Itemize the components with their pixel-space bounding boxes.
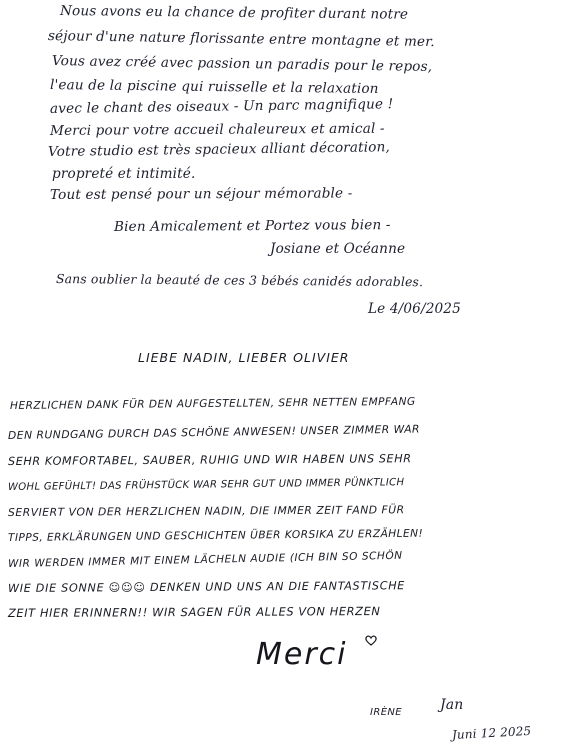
- letter1-line-10: Bien Amicalement et Portez vous bien -: [113, 217, 391, 235]
- letter1-line-3: Vous avez créé avec passion un paradis pour le repos,: [51, 53, 433, 75]
- letter2-line-5: SERVIERT VON DER HERZLICHEN NADIN, DIE IMMER ZEIT FAND FÜR: [7, 503, 405, 519]
- letter1-signature: Josiane et Océanne: [270, 241, 406, 257]
- letter2-greeting: LIEBE NADIN, LIEBER OLIVIER: [138, 350, 350, 365]
- letter1-line-6: Merci pour votre accueil chaleureux et amical -: [49, 120, 385, 139]
- letter1-line-4: l'eau de la piscine qui ruisselle et la relaxation: [49, 77, 379, 98]
- letter2-line-8: WIE DIE SONNE ☺☺☺ DENKEN UND UNS AN DIE FANTASTISCHE: [7, 579, 406, 595]
- letter1-line-2: séjour d'une nature florissante entre montagne et mer.: [47, 28, 435, 51]
- letter2-line-4: WOHL GEFÜHLT! DAS FRÜHSTÜCK WAR SEHR GUT UND IMMER PÜNKTLICH: [7, 477, 405, 493]
- letter2-date: Juni 12 2025: [451, 723, 532, 742]
- letter1-line-7: Votre studio est très spacieux alliant décoration,: [47, 139, 391, 160]
- letter2-line-3: SEHR KOMFORTABEL, SAUBER, RUHIG UND WIR HABEN UNS SEHR: [7, 452, 412, 468]
- letter2-line-2: DEN RUNDGANG DURCH DAS SCHÖNE ANWESEN! UNSER ZIMMER WAR: [7, 422, 421, 442]
- letter1-line-8: propreté et intimité.: [52, 166, 196, 182]
- letter2-line-7: WIR WERDEN IMMER MIT EINEM LÄCHELN AUDIE (ICH BIN SO SCHÖN: [7, 549, 403, 570]
- letter1-line-1: Nous avons eu la chance de profiter durant notre: [59, 3, 409, 23]
- letter1-date: Le 4/06/2025: [368, 301, 461, 317]
- letter2-line-6: TIPPS, ERKLÄRUNGEN UND GESCHICHTEN ÜBER KORSIKA ZU ERZÄHLEN!: [7, 527, 424, 544]
- letter2-line-9: ZEIT HIER ERINNERN!! WIR SAGEN FÜR ALLES VON HERZEN: [7, 604, 381, 620]
- letter1-line-9: Tout est pensé pour un séjour mémorable -: [49, 185, 353, 203]
- letter1-line-12: Sans oublier la beauté de ces 3 bébés canidés adorables.: [55, 271, 424, 290]
- merci-closing: Merci: [256, 637, 348, 672]
- signature-irene: IRÈNE: [370, 707, 403, 718]
- letter2-line-1: HERZLICHEN DANK FÜR DEN AUFGESTELLTEN, SEHR NETTEN EMPFANG: [9, 395, 416, 412]
- signature-jan: Jan: [440, 697, 464, 713]
- letter1-line-5: avec le chant des oiseaux - Un parc magnifique !: [49, 96, 394, 117]
- heart-doodle-icon: [364, 634, 378, 646]
